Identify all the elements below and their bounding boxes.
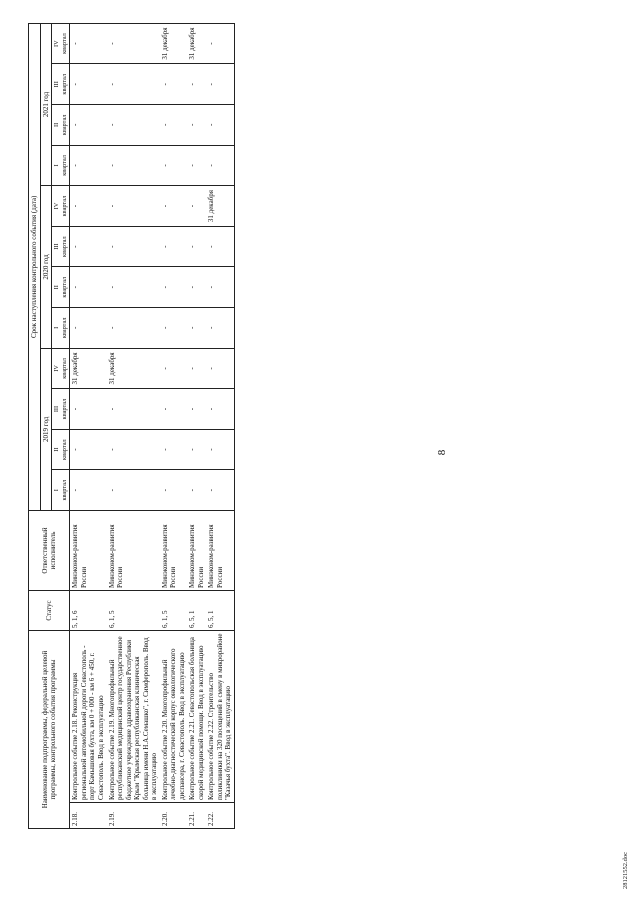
table-row (70, 23, 107, 828)
header-status: Статус (29, 591, 70, 631)
quarter-cell: - (187, 389, 206, 430)
event-name: Контрольное событие 2.21. Севастопольская больница скорой медицинской помощи. Ввод в эксплуатацию (187, 631, 206, 803)
quarter-cell: 31 декабря (160, 23, 188, 64)
quarter-word: квартал (60, 439, 68, 460)
quarter-cell: - (160, 389, 188, 430)
quarter-cell: 31 декабря (107, 348, 160, 389)
header-quarter (52, 105, 70, 146)
quarter-cell: - (107, 389, 160, 430)
quarter-cell: 31 декабря (187, 23, 206, 64)
header-quarter (52, 470, 70, 511)
event-name: Контрольное событие 2.20. Многопрофильный лечебно-диагностический корпус онкологического диспансера, г. Севастополь. Ввод в эксплуатацию (160, 631, 188, 803)
quarter-cell: - (187, 348, 206, 389)
quarter-word: квартал (60, 114, 68, 136)
event-name: Контрольное событие 2.22. Строительство поликлиники на 320 посещений в смену в микрорайоне "Казачья бухта". Ввод в эксплуатацию (206, 631, 234, 803)
quarter-cell: - (70, 308, 107, 349)
quarter-cell: - (107, 429, 160, 470)
event-name: Контрольное событие 2.19. Многопрофильный республиканский медицинский центр государственное бюджетное учреждение здравоохранения Республики Крым "Крымская республиканская клиническая больница имени Н.А.Семашко", г. Симферополь. Ввод в эксплуатацию (107, 631, 160, 803)
table-header (29, 23, 70, 828)
control-events-table (28, 23, 235, 829)
header-quarter (52, 226, 70, 267)
quarter-cell: - (206, 145, 234, 186)
quarter-cell: - (160, 308, 188, 349)
page-number: 8 (436, 449, 448, 456)
event-status: 6, 5, 1 (206, 591, 234, 631)
header-name: Наименование подпрограммы, федеральной целевой программы, контрольного события программы (29, 631, 70, 829)
header-quarter (52, 389, 70, 430)
quarter-word: квартал (60, 195, 68, 217)
quarter-cell: - (160, 348, 188, 389)
header-quarter (52, 267, 70, 308)
header-quarter (52, 145, 70, 186)
quarter-cell: - (160, 186, 188, 227)
responsible-executor: Минэконом-развития России (160, 511, 188, 591)
quarter-cell: - (206, 470, 234, 511)
quarter-word: квартал (60, 155, 68, 176)
row-number: 2.22. (206, 803, 234, 829)
event-name: Контрольное событие 2.18. Реконструкция региональной автомобильной дороги Севастополь - порт Камышовая бухта, км 0 + 000 - км 6 + 450, г. Севастополь. Ввод в эксплуатацию (70, 631, 107, 803)
quarter-cell: - (70, 186, 107, 227)
quarter-numeral: I (53, 164, 61, 167)
quarter-cell: - (160, 226, 188, 267)
quarter-cell: - (70, 267, 107, 308)
responsible-executor: Минэконом-развития России (187, 511, 206, 591)
quarter-cell: 31 декабря (70, 348, 107, 389)
quarter-cell: - (70, 389, 107, 430)
header-deadline: Срок наступления контрольного события (дата) (29, 23, 41, 510)
quarter-cell: - (107, 105, 160, 146)
quarter-cell: - (70, 23, 107, 64)
quarter-cell: - (70, 470, 107, 511)
quarter-cell: - (206, 429, 234, 470)
quarter-cell: - (187, 470, 206, 511)
table-row (160, 23, 188, 828)
quarter-word: квартал (60, 236, 68, 257)
quarter-numeral: II (53, 285, 61, 290)
quarter-cell: - (206, 267, 234, 308)
quarter-cell: - (187, 226, 206, 267)
header-quarter (52, 23, 70, 64)
table-row (107, 23, 160, 828)
quarter-cell: - (206, 23, 234, 64)
quarter-cell: - (160, 105, 188, 146)
table-row (206, 23, 234, 828)
quarter-cell: - (187, 429, 206, 470)
table-body (70, 23, 235, 828)
quarter-word: квартал (60, 479, 68, 501)
quarter-numeral: II (53, 122, 61, 127)
quarter-cell: - (206, 308, 234, 349)
quarter-word: квартал (60, 358, 68, 379)
header-quarter (52, 64, 70, 105)
quarter-cell: - (70, 64, 107, 105)
quarter-cell: - (187, 186, 206, 227)
quarter-cell: - (206, 389, 234, 430)
quarter-numeral: III (53, 243, 61, 250)
row-number: 2.18. (70, 803, 107, 829)
quarter-cell: - (187, 145, 206, 186)
event-status: 5, 1, 6 (70, 591, 107, 631)
header-quarter (52, 186, 70, 227)
quarter-cell: - (107, 64, 160, 105)
responsible-executor: Минэконом-развития России (107, 511, 160, 591)
quarter-numeral: III (53, 81, 61, 88)
header-year: 2021 год (40, 23, 52, 186)
quarter-cell: - (187, 64, 206, 105)
quarter-cell: - (70, 145, 107, 186)
quarter-cell: - (107, 23, 160, 64)
header-row-top (29, 23, 41, 828)
row-number: 2.19. (107, 803, 160, 829)
quarter-word: квартал (60, 276, 68, 298)
quarter-cell: - (70, 105, 107, 146)
quarter-cell: - (206, 64, 234, 105)
quarter-cell: - (187, 105, 206, 146)
quarter-word: квартал (60, 317, 68, 339)
quarter-cell: - (107, 186, 160, 227)
header-quarter (52, 429, 70, 470)
quarter-numeral: II (53, 447, 61, 452)
row-number: 2.21. (187, 803, 206, 829)
quarter-cell: - (107, 267, 160, 308)
quarter-word: квартал (60, 33, 68, 54)
table-row (187, 23, 206, 828)
quarter-cell: - (70, 226, 107, 267)
quarter-cell: - (187, 267, 206, 308)
event-status: 6, 1, 5 (160, 591, 188, 631)
quarter-word: квартал (60, 73, 68, 95)
header-quarter (52, 308, 70, 349)
quarter-cell: - (187, 308, 206, 349)
quarter-cell: - (160, 470, 188, 511)
quarter-cell: - (107, 308, 160, 349)
header-year: 2020 год (40, 186, 52, 348)
quarter-cell: - (160, 429, 188, 470)
quarter-cell: - (160, 64, 188, 105)
header-quarter (52, 348, 70, 389)
quarter-numeral: IV (53, 40, 61, 47)
quarter-cell: - (107, 470, 160, 511)
quarter-cell: - (160, 267, 188, 308)
quarter-numeral: III (53, 405, 61, 413)
event-status: 6, 1, 5 (107, 591, 160, 631)
quarter-cell: - (206, 348, 234, 389)
quarter-numeral: I (53, 489, 61, 492)
header-year: 2019 год (40, 348, 52, 510)
quarter-cell: - (70, 429, 107, 470)
quarter-cell: - (206, 226, 234, 267)
quarter-cell: 31 декабря (206, 186, 234, 227)
responsible-executor: Минэконом-развития России (206, 511, 234, 591)
event-status: 6, 5, 1 (187, 591, 206, 631)
quarter-cell: - (107, 226, 160, 267)
quarter-numeral: I (53, 326, 61, 329)
quarter-numeral: IV (53, 365, 61, 372)
quarter-cell: - (206, 105, 234, 146)
quarter-cell: - (107, 145, 160, 186)
quarter-word: квартал (60, 398, 68, 420)
responsible-executor: Минэконом-развития России (70, 511, 107, 591)
header-responsible: Ответственный исполнитель (29, 511, 70, 591)
quarter-numeral: IV (53, 202, 61, 210)
row-number: 2.20. (160, 803, 188, 829)
quarter-cell: - (160, 145, 188, 186)
document-footer: 28121552.doc (622, 851, 629, 889)
